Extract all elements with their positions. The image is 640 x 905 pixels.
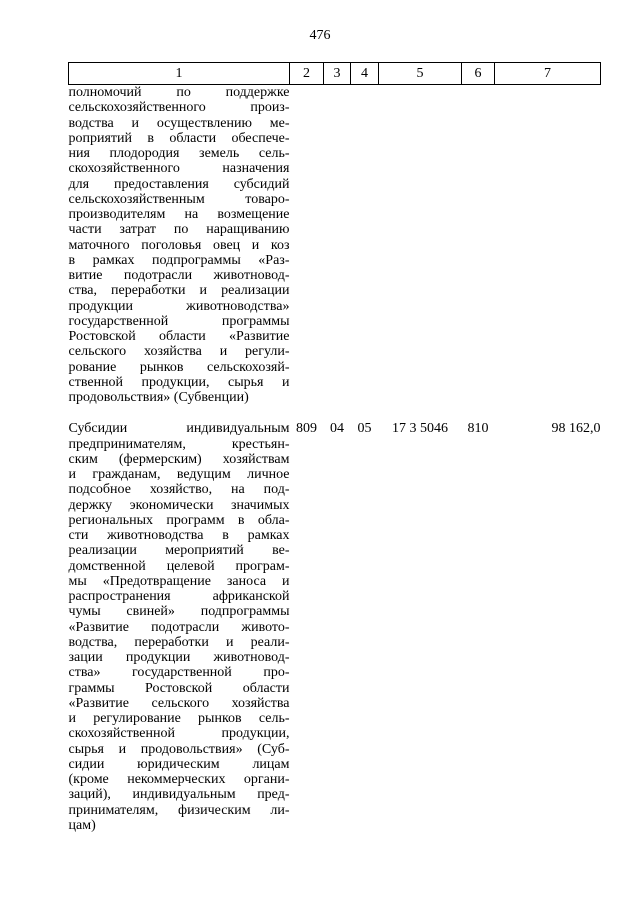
description-line: распространения африканской	[68, 589, 290, 604]
description-line: принимателям, физическим ли-	[68, 802, 290, 818]
description-line: и регулирование рынков сель-	[68, 711, 290, 726]
table-row	[69, 85, 601, 406]
description-line: подсобное хозяйство, на под-	[68, 482, 290, 498]
description-line: рование рынков сельскохозяй-	[68, 359, 290, 375]
description-line: ства, переработки и реализации	[68, 283, 290, 299]
description-line: «Развитие сельского хозяйства	[68, 695, 290, 711]
description-line: цам)	[68, 817, 96, 833]
cell-col-3: 04	[330, 421, 344, 437]
description-line: ния плодородия земель сель-	[68, 146, 290, 161]
description-line: витие подотрасли животновод-	[68, 268, 290, 283]
page-number: 476	[309, 28, 331, 43]
description-line: региональных программ в обла-	[68, 512, 290, 528]
row-description	[69, 405, 290, 833]
description-line: продукции животноводства»	[68, 298, 290, 314]
description-line: скохозяйственной продукции,	[68, 726, 290, 742]
table-row	[69, 405, 601, 833]
description-line: сельскохозяйственного произ-	[68, 100, 290, 116]
column-header-1: 1	[69, 63, 290, 85]
description-line: ственной продукции, сырья и	[68, 374, 290, 390]
description-line: сельскохозяйственным товаро-	[68, 191, 290, 207]
description-line: (кроме некоммерческих органи-	[68, 772, 290, 787]
cell-col-2: 809	[296, 421, 317, 437]
description-line: реализации мероприятий ве-	[68, 543, 290, 559]
column-header-5: 5	[379, 63, 462, 85]
description-line: в рамках подпрограммы «Раз-	[68, 252, 290, 268]
cell-col-7	[495, 85, 601, 406]
row-description	[69, 85, 290, 406]
description-line: сырья и продовольствия» (Суб-	[68, 741, 290, 757]
description-line: производителям на возмещение	[68, 207, 290, 222]
description-line: для предоставления субсидий	[68, 176, 290, 192]
description-line: Ростовской области «Развитие	[68, 329, 290, 344]
description-line: зации продукции животновод-	[68, 650, 290, 665]
description-line: водства и осуществлению ме-	[68, 115, 290, 131]
description-line: государственной программы	[68, 313, 290, 329]
description-line: сельского хозяйства и регули-	[68, 344, 290, 360]
description-line: держку экономически значимых	[68, 497, 290, 513]
description-line: ства» государственной про-	[68, 665, 290, 681]
cell-col-3	[324, 85, 351, 406]
description-line: роприятий в области обеспече-	[68, 130, 290, 146]
description-line: и гражданам, ведущим личное	[68, 467, 290, 482]
description-line: сти животноводства в рамках	[68, 528, 290, 543]
cell-col-2	[290, 85, 324, 406]
cell-col-7: 98 162,0	[551, 421, 601, 437]
description-line: граммы Ростовской области	[68, 680, 290, 696]
description-line: маточного поголовья овец и коз	[68, 237, 290, 253]
description-line: ским (фермерским) хозяйствам	[68, 451, 290, 467]
cell-col-4	[351, 85, 379, 406]
description-line: заций), индивидуальным пред-	[68, 787, 290, 803]
description-line: Субсидии индивидуальным	[68, 421, 290, 437]
column-header-3: 3	[324, 63, 351, 85]
cell-col-5	[379, 85, 462, 406]
description-line: домственной целевой програм-	[68, 558, 290, 574]
description-line: продовольствия» (Субвенции)	[68, 390, 249, 405]
column-header-4: 4	[351, 63, 379, 85]
column-header-7: 7	[495, 63, 601, 85]
description-line: предпринимателям, крестьян-	[68, 436, 290, 452]
description-line: мы «Предотвращение заноса и	[68, 573, 290, 589]
column-header-2: 2	[290, 63, 324, 85]
description-line: сидии юридическим лицам	[68, 756, 290, 772]
table-header-row	[69, 63, 601, 85]
description-line: водства, переработки и реали-	[68, 634, 290, 650]
column-header-6: 6	[462, 63, 495, 85]
cell-col-6: 810	[467, 421, 489, 437]
description-line: полномочий по поддержке	[68, 85, 290, 100]
cell-col-5: 17 3 5046	[392, 421, 448, 437]
description-line: чумы свиней» подпрограммы	[68, 604, 290, 620]
budget-table	[68, 62, 601, 833]
description-line: части затрат по наращиванию	[68, 222, 290, 238]
cell-col-4: 05	[357, 421, 372, 437]
description-line: скохозяйственного назначения	[68, 161, 290, 177]
description-line: «Развитие подотрасли живото-	[68, 619, 290, 635]
cell-col-6	[462, 85, 495, 406]
